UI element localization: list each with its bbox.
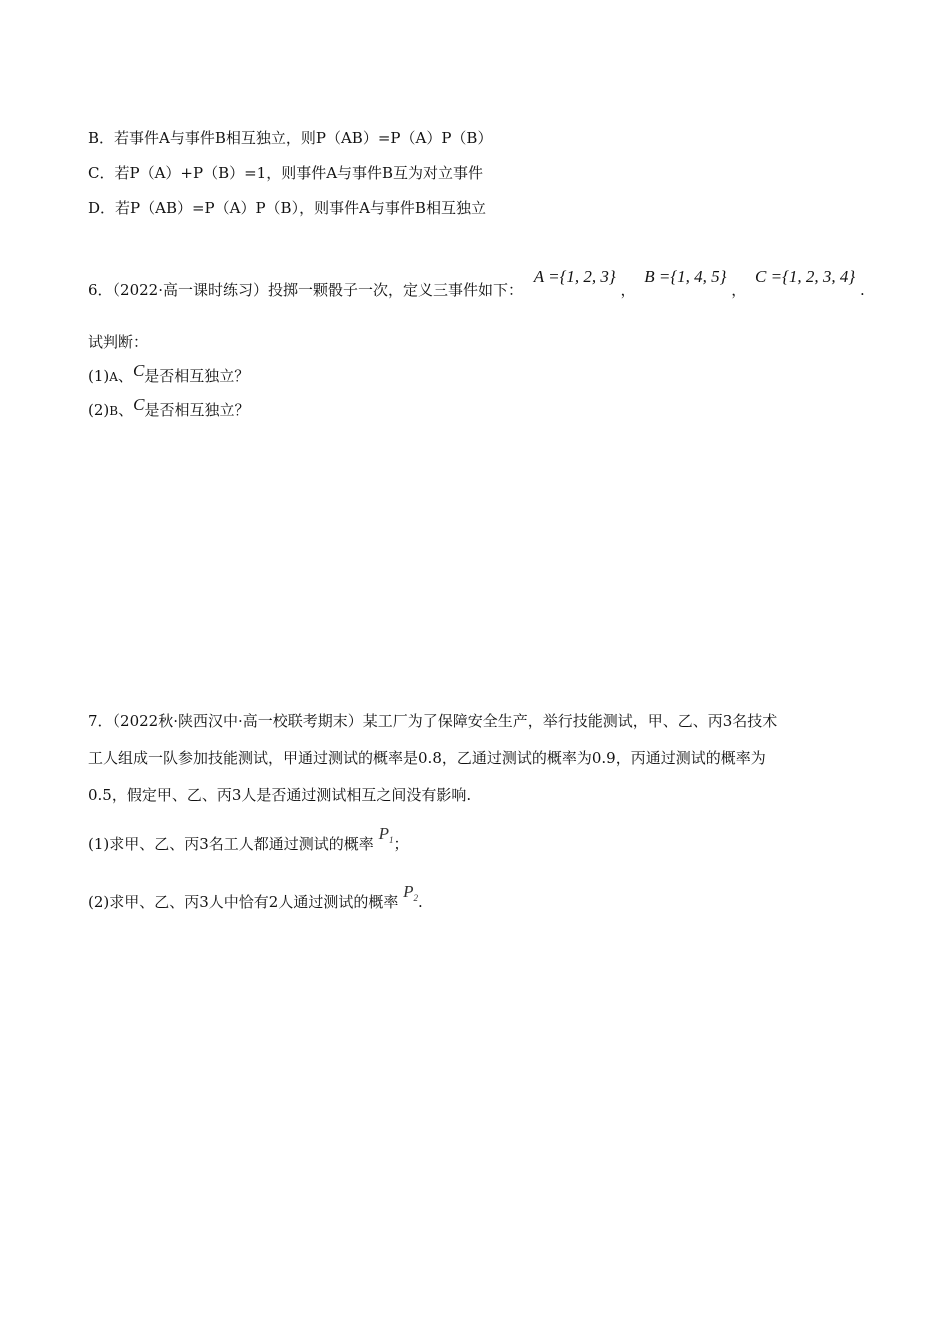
q6-sub-2-var-c: C	[133, 395, 145, 414]
p1-var: P	[378, 824, 389, 843]
q7-sub-1	[88, 824, 409, 856]
question-7-line-3: 0.5，假定甲、乙、丙3人是否通过测试相互之间没有影响.	[88, 786, 472, 804]
q6-sub-1-text: 是否相互独立？	[144, 367, 250, 385]
question-6-stem	[88, 267, 865, 300]
p1-index: 1	[388, 835, 394, 845]
p2-var: P	[403, 882, 414, 901]
question-7-line-1: 7．（2022秋·陕西汉中·高一校联考期末）某工厂为了保障安全生产，举行技能测试，甲、乙、丙3名技术	[88, 712, 778, 730]
q6-sub-1-var-a: A	[109, 370, 118, 384]
q6-sub-2-number: (2)	[88, 401, 110, 419]
q7-sub-2-text: (2)求甲、乙、丙3人中恰有2人通过测试的概率	[88, 893, 399, 911]
q6-end: .	[860, 281, 865, 299]
q6-sub-1-number: (1)	[88, 367, 110, 385]
q6-sub-1-sep: 、	[117, 367, 133, 385]
q6-sep-1: ，	[620, 281, 636, 299]
q6-sub-2-var-b: B	[109, 404, 119, 418]
set-b: B ={1, 4, 5}	[644, 267, 727, 286]
p2-index: 2	[413, 893, 419, 903]
p2-symbol	[403, 882, 418, 901]
q6-sub-1	[88, 361, 250, 387]
q6-sub-2-sep: 、	[118, 401, 134, 419]
set-a: A ={1, 2, 3}	[533, 267, 616, 286]
option-b: B．若事件A与事件B相互独立，则P（AB）=P（A）P（B）	[88, 129, 493, 147]
p1-symbol	[379, 824, 394, 843]
option-d: D．若P（AB）=P（A）P（B），则事件A与事件B相互独立	[88, 199, 486, 217]
q7-sub-2	[88, 882, 423, 914]
option-c: C．若P（A）+P（B）=1，则事件A与事件B互为对立事件	[88, 164, 484, 182]
q6-sub-1-var-c: C	[132, 361, 145, 380]
q6-sep-2: ，	[731, 281, 747, 299]
q6-stem-text: 6．（2022·高一课时练习）投掷一颗骰子一次，定义三事件如下：	[88, 281, 523, 299]
q7-sub-1-text: (1)求甲、乙、丙3名工人都通过测试的概率	[88, 835, 374, 853]
q6-judge: 试判断：	[88, 333, 149, 351]
q6-sub-2	[88, 395, 250, 421]
question-7-line-2: 工人组成一队参加技能测试，甲通过测试的概率是0.8，乙通过测试的概率为0.9，丙通过测试的概率为	[88, 749, 766, 767]
q6-sub-2-text: 是否相互独立？	[144, 401, 250, 419]
set-c: C ={1, 2, 3, 4}	[755, 267, 856, 286]
q7-sub-2-end: .	[418, 893, 423, 911]
q7-sub-1-end: ；	[393, 835, 409, 853]
